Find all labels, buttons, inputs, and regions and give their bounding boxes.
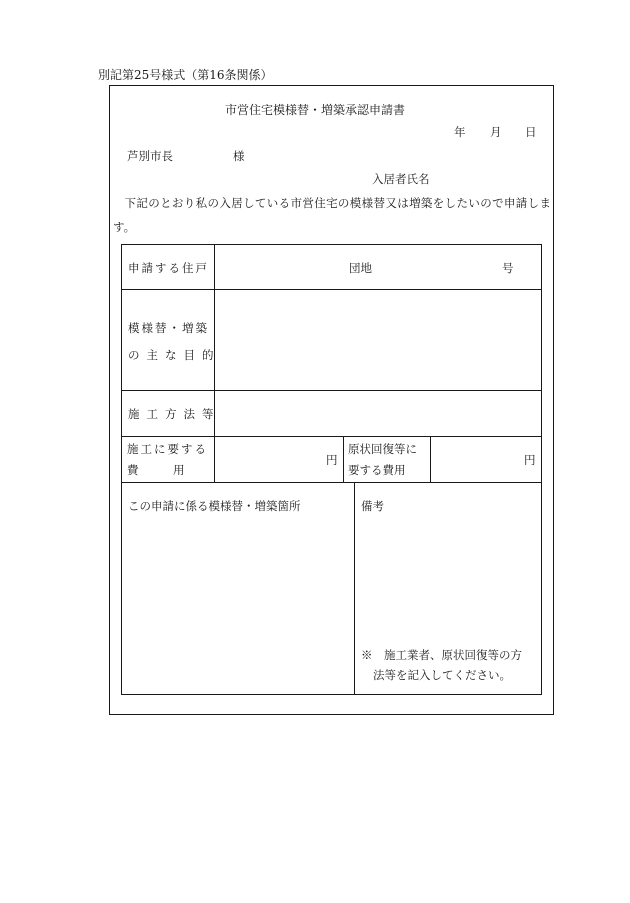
addressee: 芦別市長 [127, 149, 173, 163]
remarks-label: 備考 [361, 499, 384, 513]
remarks-note-line2: 法等を記入してください。 [373, 668, 511, 682]
form-number-label: 別記第25号様式（第16条関係） [98, 68, 273, 82]
form-frame [109, 85, 554, 715]
table-border-left [121, 244, 122, 695]
purpose-label-line1: 模様替・増築 [128, 321, 209, 335]
table-column-rule [343, 436, 344, 482]
construction-cost-yen: 円 [326, 453, 338, 467]
restoration-cost-label-line1: 原状回復等に [348, 442, 417, 456]
form-title: 市営住宅模様替・増築承認申請書 [224, 103, 405, 117]
table-column-rule [430, 436, 431, 482]
table-rule [121, 289, 542, 290]
construction-cost-label-line1: 施工に要する [127, 442, 208, 456]
alteration-location-label: この申請に係る模様替・増築箇所 [128, 499, 301, 513]
date-month-label: 月 [490, 125, 502, 139]
addressee-honorific: 様 [233, 149, 245, 163]
construction-cost-label-line2: 費 用 [127, 463, 185, 477]
dwelling-label: 申請する住戸 [128, 261, 209, 275]
table-column-rule [354, 482, 355, 694]
remarks-note-line1: ※ 施工業者、原状回復等の方 [361, 648, 522, 662]
resident-name-label: 入居者氏名 [372, 172, 430, 186]
date-year-label: 年 [454, 125, 466, 139]
construction-method-label: 施工方法等 [128, 407, 221, 421]
purpose-label-line2: の主な目的 [128, 348, 221, 362]
table-column-rule [214, 244, 215, 482]
table-border-top [121, 244, 542, 245]
table-rule [121, 390, 542, 391]
table-rule [121, 482, 542, 483]
date-day-label: 日 [525, 125, 537, 139]
table-border-bottom [121, 694, 542, 695]
room-number-label: 号 [502, 261, 514, 275]
danchi-label: 団地 [349, 261, 372, 275]
restoration-cost-yen: 円 [524, 453, 536, 467]
request-statement: 下記のとおり私の入居している市営住宅の模様替又は増築をしたいので申請します。 [113, 196, 551, 234]
table-rule [121, 436, 542, 437]
restoration-cost-label-line2: 要する費用 [348, 463, 406, 477]
table-border-right [541, 244, 542, 695]
